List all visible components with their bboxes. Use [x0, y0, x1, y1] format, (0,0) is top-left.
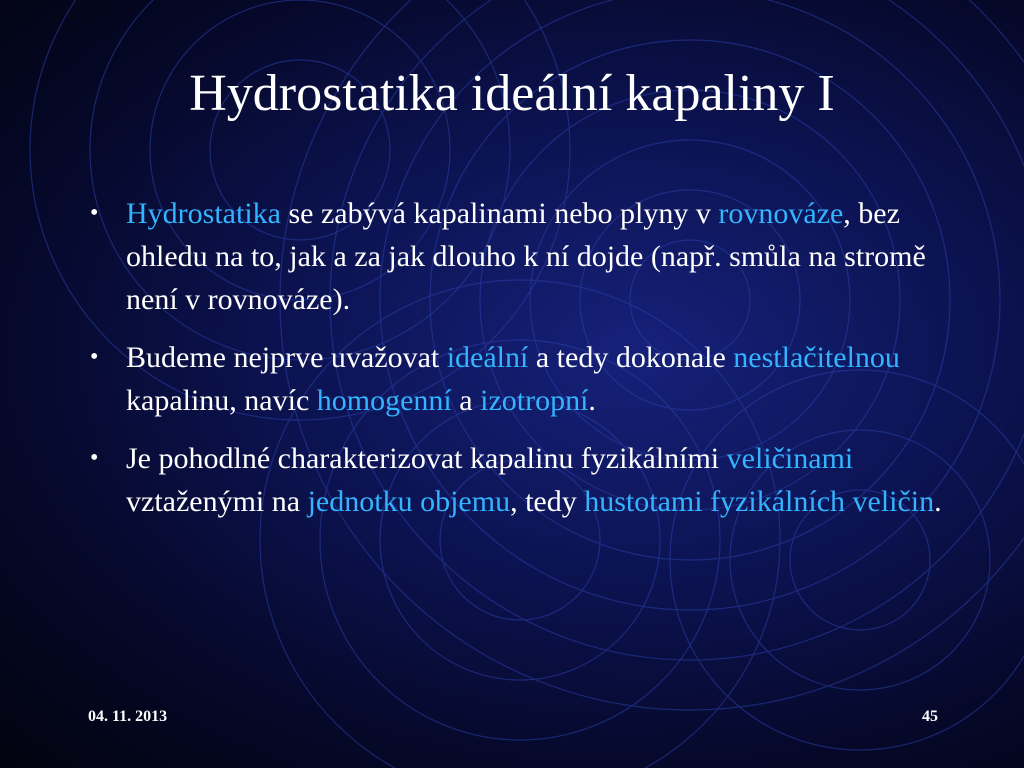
bullet-item	[90, 336, 950, 422]
bullet-text-segment: veličinami	[726, 442, 854, 475]
bullet-text-segment: .	[934, 485, 942, 518]
bullet-text-segment: .	[588, 384, 596, 417]
bullet-text-segment: , tedy	[510, 485, 585, 518]
bullet-text-segment: , bez ohledu na to, jak a za jak dlouho k ní dojde (např. smůla na stromě není v rovnováze).	[126, 197, 926, 316]
bullet-item	[90, 437, 950, 523]
bullet-item	[90, 192, 950, 321]
bullet-dot-icon: •	[90, 200, 99, 226]
bullet-text-segment: a tedy dokonale	[528, 341, 734, 374]
footer-date: 04. 11. 2013	[88, 708, 168, 725]
slide-title: Hydrostatika ideální kapaliny I	[189, 65, 835, 122]
bullet-text-segment: izotropní	[480, 384, 589, 417]
bullet-text-segment: se zabývá kapalinami nebo plyny v	[280, 197, 719, 230]
bullet-text-segment: hustotami fyzikálních veličin	[584, 485, 935, 518]
bullet-text-segment: Je pohodlné charakterizovat kapalinu fyzikálními	[126, 442, 727, 475]
bullet-text-segment: nestlačitelnou	[733, 341, 900, 374]
bullet-dot-icon: •	[90, 445, 99, 471]
bullet-text-segment: Hydrostatika	[126, 197, 281, 230]
bullet-text-segment: ideální	[446, 341, 529, 374]
bullet-text-segment: Budeme nejprve uvažovat	[126, 341, 447, 374]
bullet-dot-icon: •	[90, 344, 99, 370]
bullet-list	[90, 192, 950, 538]
bullet-text-segment: vztaženými na	[126, 485, 308, 518]
bullet-text-segment: kapalinu, navíc	[126, 384, 317, 417]
bullet-text-segment: rovnováze	[718, 197, 844, 230]
footer-page-number: 45	[922, 708, 938, 725]
bullet-text-segment: jednotku objemu	[307, 485, 511, 518]
bullet-text-segment: a	[451, 384, 481, 417]
bullet-text-segment: homogenní	[316, 384, 452, 417]
